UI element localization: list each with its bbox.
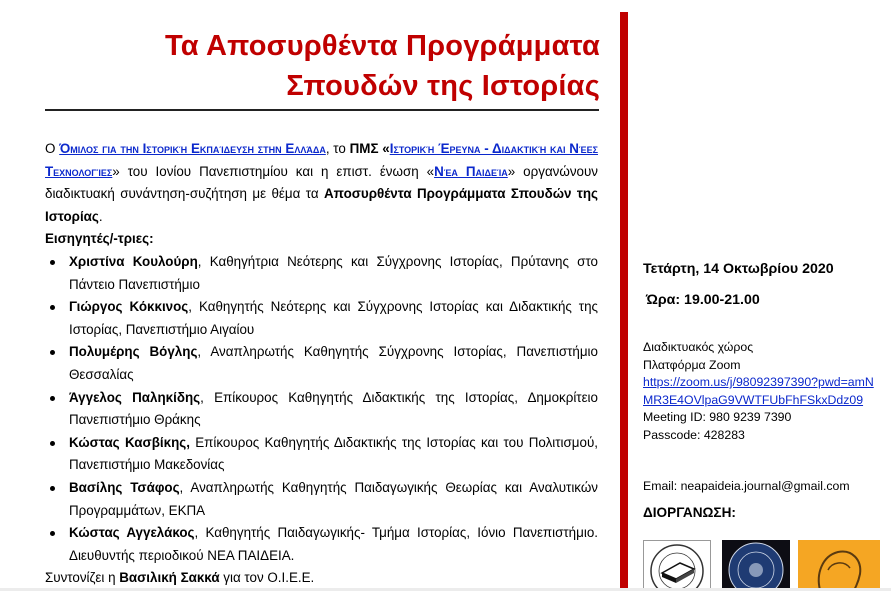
venue-line-2: Πλατφόρμα Zoom	[643, 357, 741, 372]
title-divider	[45, 109, 599, 111]
nea-paideia-logo	[798, 540, 880, 591]
intro-paragraph	[45, 138, 598, 228]
athena-head-icon	[798, 540, 880, 591]
speaker-name: Άγγελος Παληκίδης	[69, 389, 201, 405]
speakers-label-text: Εισηγητές/-τριες:	[45, 231, 154, 247]
quote-open: «	[378, 141, 390, 156]
intro-text: .	[98, 208, 103, 224]
coordinator-text: Συντονίζει η	[45, 570, 120, 586]
speaker-desc: , Αναπληρωτής Καθηγητής Σύγχρονης Ιστορίας, Πανεπιστήμιο Θεσσαλίας	[69, 344, 598, 382]
speaker-item	[45, 477, 598, 522]
intro-text: , το	[325, 141, 350, 156]
venue-line-1: Διαδικτυακός χώρος	[643, 340, 754, 354]
university-seal-icon	[722, 540, 790, 591]
meeting-id: Meeting ID: 980 9239 7390	[643, 410, 792, 425]
title-line-2: Σπουδών της Ιστορίας	[286, 70, 600, 102]
organizers-label: ΔΙΟΡΓΑΝΩΣΗ:	[643, 505, 736, 520]
coordinator-name: Βασιλική Σακκά	[119, 570, 220, 586]
page-title	[40, 26, 600, 106]
venue-block	[643, 339, 883, 445]
main-content	[45, 138, 598, 590]
intro-text: » του Ιονίου Πανεπιστημίου και η επιστ. ένωση «	[112, 163, 435, 179]
contact-email: Email: neapaideia.journal@gmail.com	[643, 479, 850, 493]
red-vertical-bar	[620, 12, 628, 591]
speaker-desc: , Καθηγήτρια Νεότερης και Σύγχρονης Ιστορίας, Πρύτανης στο Πάντειο Πανεπιστήμιο	[69, 253, 598, 292]
nea-paideia-link[interactable]: Νέα Παιδεία	[434, 163, 508, 179]
speaker-item	[45, 341, 598, 386]
speaker-name: Γιώργος Κόκκινος	[69, 299, 189, 315]
speaker-item	[45, 432, 598, 477]
oiee-logo	[643, 540, 711, 591]
event-date: Τετάρτη, 14 Οκτωβρίου 2020	[643, 261, 834, 277]
coordinator-line	[45, 567, 598, 590]
speakers-list	[45, 251, 598, 567]
ionian-university-seal	[722, 540, 790, 591]
speaker-desc: , Καθηγητής Παιδαγωγικής- Τμήμα Ιστορίας, Ιόνιο Πανεπιστήμιο. Διευθυντής περιοδικού ΝΕΑ ΠΑΙΔΕΙΑ.	[69, 525, 598, 563]
speaker-desc: Επίκουρος Καθηγητής Διδακτικής της Ιστορίας και του Πολιτισμού, Πανεπιστήμιο Μακεδονίας	[69, 434, 598, 473]
speaker-item	[45, 387, 598, 432]
pms-label: ΠΜΣ	[349, 141, 379, 156]
speaker-item	[45, 251, 598, 296]
zoom-link[interactable]: https://zoom.us/j/98092397390?pwd=amNMR3E4OVlpaG9VWTFUbFhFSkxDdz09	[643, 375, 874, 407]
pms-link[interactable]: Ιστορική Έρευνα - Διδακτική και Νέες Τεχνολογίες	[45, 141, 599, 179]
topic-text: Αποσυρθέντα Προγράμματα Σπουδών της Ιστορίας	[45, 186, 598, 224]
passcode: Passcode: 428283	[643, 427, 745, 442]
event-time: Ώρα: 19.00-21.00	[646, 292, 760, 308]
book-emblem-icon	[644, 541, 710, 590]
intro-text: Ο	[45, 141, 60, 156]
speaker-name: Βασίλης Τσάφος	[69, 479, 180, 495]
speaker-name: Κώστας Κασβίκης,	[69, 434, 190, 450]
speaker-item	[45, 522, 598, 567]
speaker-item	[45, 296, 598, 341]
oiee-link[interactable]: Όμιλος για την Ιστορική Εκπαίδευση στην Ελλάδα	[59, 141, 326, 156]
speakers-label	[45, 228, 598, 251]
speaker-name: Κώστας Αγγελάκος	[69, 525, 195, 541]
speaker-name: Χριστίνα Κουλούρη	[69, 253, 198, 269]
speaker-desc: , Καθηγητής Νεότερης και Σύγχρονης Ιστορίας και Διδακτικής της Ιστορίας, Πανεπιστήμιο Αιγαίου	[69, 299, 598, 337]
title-line-1: Τα Αποσυρθέντα Προγράμματα	[165, 30, 600, 62]
speaker-desc: , Αναπληρωτής Καθηγητής Παιδαγωγικής Θεωρίας και Αναλυτικών Προγραμμάτων, ΕΚΠΑ	[69, 479, 598, 518]
intro-text: » οργανώνουν διαδικτυακή συνάντηση-συζήτηση με θέμα τα	[45, 163, 598, 202]
speaker-name: Πολυμέρης Βόγλης	[69, 344, 198, 360]
coordinator-text: για τον Ο.Ι.Ε.Ε.	[219, 570, 315, 586]
speaker-desc: , Επίκουρος Καθηγητής Διδακτικής της Ιστορίας, Δημοκρίτειο Πανεπιστήμιο Θράκης	[69, 389, 598, 428]
